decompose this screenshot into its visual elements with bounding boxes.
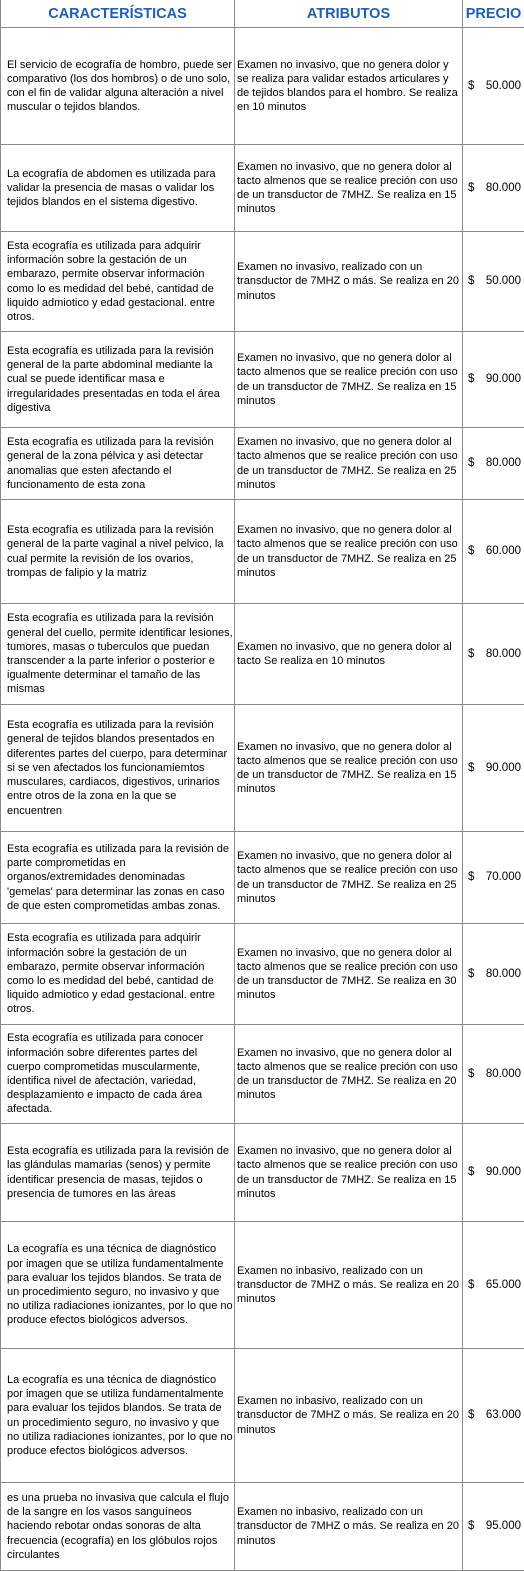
- precio-cell: [463, 1483, 524, 1571]
- currency-symbol: $: [468, 1278, 474, 1292]
- table-row: [1, 604, 524, 705]
- currency-symbol: $: [468, 1519, 474, 1533]
- precio-cell: [463, 1222, 524, 1349]
- precio-cell: [463, 332, 524, 428]
- caracteristica-cell: El servicio de ecografía de hombro, puede ser comparativo (los dos hombros) o de uno solo, con el fin de validar alguna alteración a nivel muscular o tejidos blandos.: [1, 28, 235, 145]
- precio-value: 70.000: [486, 870, 521, 884]
- precio-value: 63.000: [486, 1408, 521, 1422]
- table-row: [1, 145, 524, 232]
- caracteristica-cell: Esta ecografía es utilizada para conocer información sobre diferentes partes del cuerpo comprometidas muscularmente, identifica nivel de afectación, variedad, desplazamiento e impacto de cada área afectada.: [1, 1025, 235, 1124]
- precio-value: 80.000: [486, 647, 521, 661]
- currency-symbol: $: [468, 79, 474, 93]
- currency-symbol: $: [468, 1408, 474, 1422]
- precio-cell: [463, 604, 524, 705]
- precio-value: 65.000: [486, 1278, 521, 1292]
- precio-value: 90.000: [486, 372, 521, 386]
- atributo-cell: Examen no invasivo, que no genera dolor al tacto almenos que se realice preción con uso de un transductor de 7MHZ. Se realiza en 25 minutos: [235, 500, 463, 604]
- currency-symbol: $: [468, 967, 474, 981]
- precio-cell: [463, 705, 524, 832]
- caracteristica-cell: Esta ecografía es utilizada para la revisión general del cuello, permite identificar lesiones, tumores, masas o tuberculos que puedan transcender a la parte inferior o posterior e igualmente determinar el tamaño de las mismas: [1, 604, 235, 705]
- precio-value: 80.000: [486, 181, 521, 195]
- precio-value: 50.000: [486, 79, 521, 93]
- table-row: [1, 28, 524, 145]
- precio-cell: [463, 832, 524, 924]
- caracteristica-cell: Esta ecografía es utilizada para la revisión general de tejidos blandos presentados en diferentes partes del cuerpo, para determinar si se ven afectados los funcionamiemtos musculares, cardiacos, digestivos, urinarios entre otros de la zona en la que se encuentren: [1, 705, 235, 832]
- caracteristica-cell: Esta ecografía es utilizada para la revisión de parte comprometidas en organos/extremidades denominadas 'gemelas' para determinar las zonas en caso de que esten comprometidas ambas zonas.: [1, 832, 235, 924]
- precio-value: 80.000: [486, 967, 521, 981]
- table-row: [1, 428, 524, 500]
- atributo-cell: Examen no inbasivo, realizado con un transductor de 7MHZ o más. Se realiza en 20 minutos: [235, 1349, 463, 1483]
- atributo-cell: Examen no invasivo, que no genera dolor al tacto Se realiza en 10 minutos: [235, 604, 463, 705]
- table-row: [1, 1124, 524, 1222]
- atributo-cell: Examen no invasivo, que no genera dolor al tacto almenos que se realice preción con uso de un transductor de 7MHZ. Se realiza en 15 minutos: [235, 1124, 463, 1222]
- table-row: [1, 1349, 524, 1483]
- precio-value: 60.000: [486, 544, 521, 558]
- header-atributos: ATRIBUTOS: [235, 0, 463, 28]
- table-row: [1, 832, 524, 924]
- atributo-cell: Examen no invasivo, que no genera dolor al tacto almenos que se realice preción con uso de un transductor de 7MHZ. Se realiza en 15 minutos: [235, 332, 463, 428]
- table-row: [1, 232, 524, 332]
- precio-value: 80.000: [486, 456, 521, 470]
- precio-cell: [463, 428, 524, 500]
- caracteristica-cell: Esta ecografía es utilizada para la revisión general de la zona pélvica y asi detectar anomalias que esten afectando el funcionamento de esta zona: [1, 428, 235, 500]
- atributo-cell: Examen no invasivo, que no genera dolor al tacto almenos que se realice preción con uso de un transductor de 7MHZ. Se realiza en 25 minutos: [235, 832, 463, 924]
- caracteristica-cell: Esta ecografía es utilizada para la revisión general de la parte abdominal mediante la cual se puede identificar masa e irregularidades presentadas en toda el área digestiva: [1, 332, 235, 428]
- table-body: [1, 28, 524, 1571]
- precio-cell: [463, 28, 524, 145]
- precio-cell: [463, 924, 524, 1025]
- currency-symbol: $: [468, 761, 474, 775]
- precio-value: 90.000: [486, 1165, 521, 1179]
- precio-cell: [463, 500, 524, 604]
- currency-symbol: $: [468, 456, 474, 470]
- atributo-cell: Examen no invasivo, que no genera dolor y se realiza para validar estados articulares y de tejidos blandos para el hombro. Se realiza en 10 minutos: [235, 28, 463, 145]
- caracteristica-cell: La ecografía de abdomen es utilizada para validar la presencia de masas o validar los tejidos blandos en el sistema digestivo.: [1, 145, 235, 232]
- caracteristica-cell: La ecografía es una técnica de diagnóstico por imagen que se utiliza fundamentalmente para evaluar los tejidos blandos. Se trata de un procedimiento seguro, no invasivo y que no utiliza radiaciones ionizantes, por lo que no produce efectos biológicos adversos.: [1, 1349, 235, 1483]
- precio-cell: [463, 232, 524, 332]
- atributo-cell: Examen no invasivo, que no genera dolor al tacto almenos que se realice preción con uso de un transductor de 7MHZ. Se realiza en 20 minutos: [235, 1025, 463, 1124]
- currency-symbol: $: [468, 647, 474, 661]
- currency-symbol: $: [468, 181, 474, 195]
- atributo-cell: Examen no invasivo, que no genera dolor al tacto almenos que se realice preción con uso de un transductor de 7MHZ. Se realiza en 30 minutos: [235, 924, 463, 1025]
- currency-symbol: $: [468, 870, 474, 884]
- table-row: [1, 1222, 524, 1349]
- precio-cell: [463, 145, 524, 232]
- header-caracteristicas: CARACTERÍSTICAS: [1, 0, 235, 28]
- precio-cell: [463, 1025, 524, 1124]
- caracteristica-cell: es una prueba no invasiva que calcula el flujo de la sangre en los vasos sanguíneos haciendo rebotar ondas sonoras de alta frecuencia (ecografía) en los glóbulos rojos circulantes: [1, 1483, 235, 1571]
- table-row: [1, 705, 524, 832]
- caracteristica-cell: Esta ecografía es utilizada para adquirir información sobre la gestación de un embarazo, permite observar información como lo es medidad del bebé, cantidad de liquido admiotico y edad gestacional. entre otros.: [1, 232, 235, 332]
- header-row: [1, 0, 524, 28]
- table-row: [1, 332, 524, 428]
- table-row: [1, 924, 524, 1025]
- currency-symbol: $: [468, 544, 474, 558]
- table-row: [1, 1025, 524, 1124]
- caracteristica-cell: Esta ecografía es utilizada para la revisión de las glándulas mamarias (senos) y permite identificar presencia de masas, tejidos o presencia de tumores en las áreas: [1, 1124, 235, 1222]
- precio-cell: [463, 1124, 524, 1222]
- currency-symbol: $: [468, 1165, 474, 1179]
- atributo-cell: Examen no invasivo, que no genera dolor al tacto almenos que se realice preción con uso de un transductor de 7MHZ. Se realiza en 25 minutos: [235, 428, 463, 500]
- atributo-cell: Examen no invasivo, que no genera dolor al tacto almenos que se realice preción con uso de un transductor de 7MHZ. Se realiza en 15 minutos: [235, 145, 463, 232]
- caracteristica-cell: La ecografía es una técnica de diagnóstico por imagen que se utiliza fundamentalmente para evaluar los tejidos blandos. Se trata de un procedimiento seguro, no invasivo y que no utiliza radiaciones ionizantes, por lo que no produce efectos biológicos adversos.: [1, 1222, 235, 1349]
- currency-symbol: $: [468, 274, 474, 288]
- atributo-cell: Examen no invasivo, realizado con un transductor de 7MHZ o más. Se realiza en 20 minutos: [235, 232, 463, 332]
- atributo-cell: Examen no inbasivo, realizado con un transductor de 7MHZ o más. Se realiza en 20 minutos: [235, 1483, 463, 1571]
- currency-symbol: $: [468, 1067, 474, 1081]
- table-row: [1, 500, 524, 604]
- precio-cell: [463, 1349, 524, 1483]
- caracteristica-cell: Esta ecografía es utilizada para adquirir información sobre la gestación de un embarazo, permite observar información como lo es medidad del bebé, cantidad de liquido admiotico y edad gestacional. entre otros.: [1, 924, 235, 1025]
- atributo-cell: Examen no inbasivo, realizado con un transductor de 7MHZ o más. Se realiza en 20 minutos: [235, 1222, 463, 1349]
- table-row: [1, 1483, 524, 1571]
- atributo-cell: Examen no invasivo, que no genera dolor al tacto almenos que se realice preción con uso de un transductor de 7MHZ. Se realiza en 15 minutos: [235, 705, 463, 832]
- header-precio: PRECIO: [463, 0, 524, 28]
- caracteristica-cell: Esta ecografía es utilizada para la revisión general de la parte vaginal a nivel pelvico, la cual permite la revisión de los ovarios, trompas de falipio y la matriz: [1, 500, 235, 604]
- precio-value: 95.000: [486, 1519, 521, 1533]
- precio-value: 80.000: [486, 1067, 521, 1081]
- precio-value: 50.000: [486, 274, 521, 288]
- precio-value: 90.000: [486, 761, 521, 775]
- currency-symbol: $: [468, 372, 474, 386]
